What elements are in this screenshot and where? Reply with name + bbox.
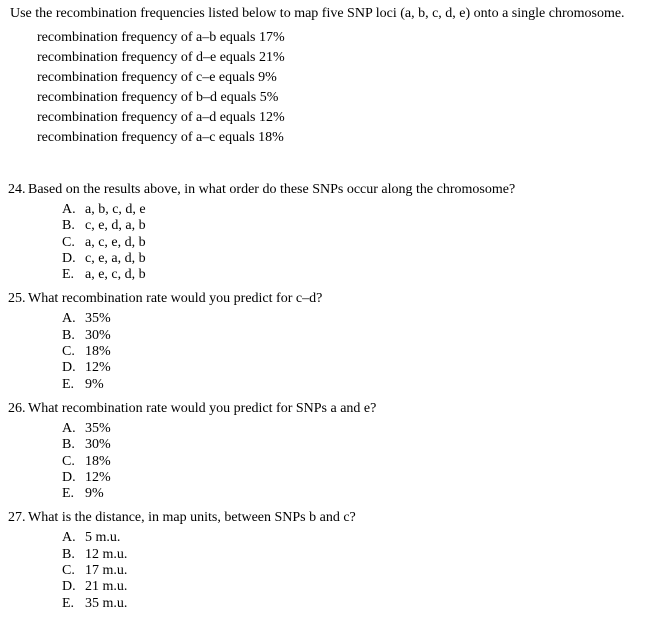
question-header — [0, 181, 665, 198]
option-text: 5 m.u. — [85, 530, 121, 546]
question-text: What recombination rate would you predict for SNPs a and e? — [28, 400, 377, 416]
option-text: a, b, c, d, e — [85, 202, 146, 217]
question-text: Based on the results above, in what order do these SNPs occur along the chromosome? — [28, 182, 516, 197]
option-letter: D. — [62, 250, 76, 266]
option-letter: A. — [62, 420, 76, 436]
answer-option — [0, 486, 665, 502]
document-page — [0, 6, 665, 623]
answer-option — [0, 377, 665, 393]
option-text: 9% — [85, 376, 104, 392]
answer-option — [0, 563, 665, 579]
option-text: a, c, e, d, b — [85, 234, 146, 250]
option-letter: D. — [62, 360, 76, 376]
answer-option — [0, 360, 665, 376]
question-header — [0, 290, 665, 307]
option-letter: C. — [62, 563, 75, 579]
question-number: 25. — [8, 291, 26, 307]
frequency-item: recombination frequency of a–c equals 18% — [37, 130, 284, 145]
option-text: 17 m.u. — [85, 563, 128, 579]
option-text: 9% — [85, 486, 104, 502]
question-25 — [0, 290, 665, 392]
answer-option — [0, 251, 665, 267]
option-letter: C. — [62, 234, 75, 250]
option-text: c, e, d, a, b — [85, 218, 146, 234]
question-header — [0, 509, 665, 526]
option-text: 18% — [85, 453, 111, 469]
option-letter: E. — [62, 486, 75, 502]
frequency-item: recombination frequency of c–e equals 9% — [37, 70, 277, 85]
question-number: 24. — [8, 182, 26, 197]
answer-option — [0, 344, 665, 360]
option-text: 35% — [85, 420, 111, 436]
answer-option — [0, 454, 665, 470]
frequency-item: recombination frequency of a–d equals 12% — [37, 110, 285, 125]
option-letter: E. — [62, 595, 75, 611]
answer-option — [0, 547, 665, 563]
option-letter: C. — [62, 344, 75, 360]
option-text: 18% — [85, 344, 111, 360]
question-number: 26. — [8, 400, 26, 416]
frequency-item: recombination frequency of a–b equals 17% — [37, 30, 285, 45]
option-text: 21 m.u. — [85, 579, 128, 595]
question-24 — [0, 181, 665, 283]
answer-option — [0, 437, 665, 453]
frequency-item: recombination frequency of d–e equals 21% — [37, 50, 285, 65]
option-letter: A. — [62, 530, 76, 546]
question-27 — [0, 509, 665, 611]
option-letter: B. — [62, 327, 75, 343]
question-text: What recombination rate would you predict for c–d? — [28, 291, 323, 307]
option-letter: B. — [62, 218, 75, 234]
option-text: 12% — [85, 469, 111, 485]
option-text: 35% — [85, 311, 111, 327]
question-number: 27. — [8, 510, 26, 526]
answer-option — [0, 267, 665, 283]
answer-option — [0, 421, 665, 437]
questions-section — [0, 181, 665, 612]
answer-option — [0, 311, 665, 327]
option-text: c, e, a, d, b — [85, 250, 146, 266]
question-header — [0, 400, 665, 417]
option-text: 12 m.u. — [85, 546, 128, 562]
option-text: 35 m.u. — [85, 595, 128, 611]
answer-option — [0, 235, 665, 251]
option-text: 12% — [85, 360, 111, 376]
answer-option — [0, 596, 665, 612]
question-26 — [0, 400, 665, 502]
answer-option — [0, 218, 665, 234]
intro-text: Use the recombination frequencies listed below to map five SNP loci (a, b, c, d, e) onto a single chromosome. — [10, 6, 625, 21]
answer-option — [0, 530, 665, 546]
question-text: What is the distance, in map units, between SNPs b and c? — [28, 510, 356, 526]
answer-option — [0, 470, 665, 486]
option-letter: A. — [62, 311, 76, 327]
option-letter: C. — [62, 453, 75, 469]
answer-option — [0, 202, 665, 218]
option-letter: D. — [62, 469, 76, 485]
option-letter: B. — [62, 546, 75, 562]
option-letter: A. — [62, 202, 76, 217]
option-letter: D. — [62, 579, 76, 595]
frequency-list — [37, 28, 665, 148]
option-text: 30% — [85, 327, 111, 343]
quiz-document — [0, 6, 665, 623]
option-letter: B. — [62, 437, 75, 453]
answer-option — [0, 579, 665, 595]
option-letter: E. — [62, 267, 75, 283]
frequency-item: recombination frequency of b–d equals 5% — [37, 90, 279, 105]
option-text: a, e, c, d, b — [85, 267, 146, 283]
answer-option — [0, 328, 665, 344]
option-letter: E. — [62, 376, 75, 392]
option-text: 30% — [85, 437, 111, 453]
